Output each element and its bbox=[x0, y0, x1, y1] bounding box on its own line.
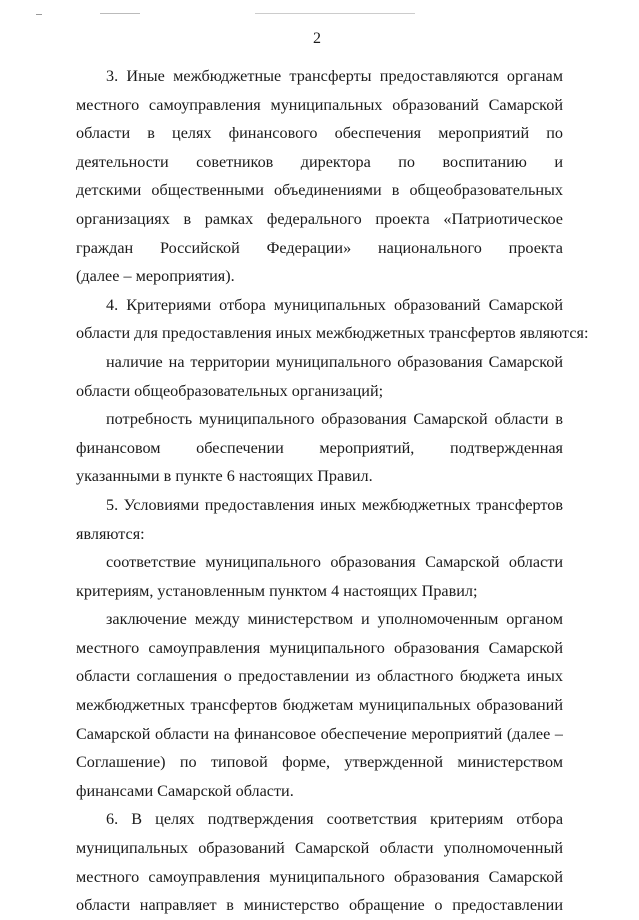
text-line: (далее – мероприятия). bbox=[76, 267, 235, 286]
paragraph bbox=[76, 605, 563, 805]
text-line: области соглашения о предоставлении из областного бюджета иных bbox=[76, 667, 563, 686]
text-line: области в целях финансового обеспечения мероприятий по bbox=[76, 124, 563, 143]
text-line: финансами Самарской области. bbox=[76, 781, 294, 800]
scan-artifact bbox=[100, 13, 140, 14]
scan-artifact bbox=[255, 13, 415, 14]
text-line: граждан Российской Федерации» национального проекта bbox=[76, 238, 563, 257]
text-line: потребность муниципального образования Самарской области в bbox=[106, 410, 563, 429]
text-line: деятельности советников директора по воспитанию и bbox=[76, 152, 563, 171]
text-line: указанными в пункте 6 настоящих Правил. bbox=[76, 467, 373, 486]
text-line: 3. Иные межбюджетные трансферты предоставляются органам bbox=[106, 67, 563, 85]
paragraph bbox=[76, 548, 563, 605]
document-body bbox=[76, 62, 589, 920]
paragraph bbox=[76, 348, 563, 405]
text-line: организациях в рамках федерального проекта «Патриотическое bbox=[76, 209, 563, 228]
text-line: области направляет в министерство обращение о предоставлении bbox=[76, 896, 563, 915]
text-line: детскими общественными объединениями в общеобразовательных bbox=[76, 181, 563, 200]
text-line: являются: bbox=[76, 524, 145, 543]
text-line: финансовом обеспечении мероприятий, подтвержденная bbox=[76, 438, 563, 457]
text-line: заключение между министерством и уполномоченным органом bbox=[106, 610, 563, 629]
text-line: местного самоуправления муниципальных образований Самарской bbox=[76, 95, 563, 114]
text-line: местного самоуправления муниципального образования Самарской bbox=[76, 638, 563, 657]
paragraph bbox=[76, 491, 563, 548]
text-line: критериям, установленным пунктом 4 настоящих Правил; bbox=[76, 581, 478, 600]
text-line: 6. В целях подтверждения соответствия критериям отбора bbox=[106, 810, 563, 829]
scan-artifact bbox=[36, 14, 42, 15]
paragraph bbox=[76, 62, 563, 291]
page-number: 2 bbox=[313, 30, 321, 47]
text-line: области общеобразовательных организаций; bbox=[76, 381, 384, 400]
text-line: Соглашение) по типовой форме, утвержденной министерством bbox=[76, 753, 563, 772]
text-line: области для предоставления иных межбюджетных трансфертов являются: bbox=[76, 324, 589, 343]
text-line: межбюджетных трансфертов бюджетам муниципальных образований bbox=[76, 696, 563, 715]
text-line: местного самоуправления муниципального образования Самарской bbox=[76, 867, 563, 886]
text-line: 4. Критериями отбора муниципальных образований Самарской bbox=[106, 295, 563, 314]
text-line: наличие на территории муниципального образования Самарской bbox=[106, 352, 563, 371]
text-line: муниципальных образований Самарской области уполномоченный bbox=[76, 839, 563, 858]
paragraph bbox=[76, 805, 563, 919]
text-line: Самарской области на финансовое обеспечение мероприятий (далее – bbox=[76, 724, 563, 743]
paragraph bbox=[76, 291, 589, 348]
text-line: соответствие муниципального образования Самарской области bbox=[106, 553, 563, 572]
text-line: 5. Условиями предоставления иных межбюджетных трансфертов bbox=[106, 495, 563, 514]
paragraph bbox=[76, 405, 563, 491]
